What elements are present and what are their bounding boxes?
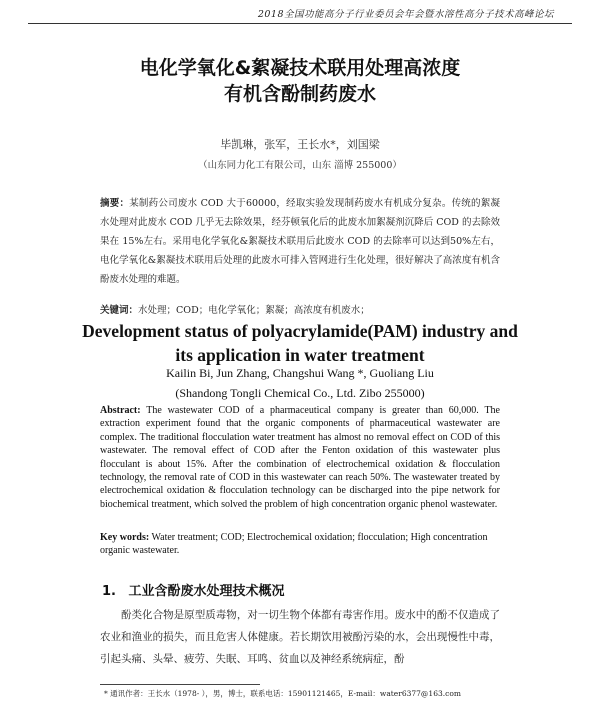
footnote: * 通讯作者：王长水（1978- ），男，博士，联系电话：15901121465，E-mail：water6377@163.com xyxy=(104,689,461,698)
section-title: 工业含酚废水处理技术概况 xyxy=(128,584,285,599)
section-heading xyxy=(102,580,285,599)
body-paragraph: 酚类化合物是原型质毒物，对一切生物个体都有毒害作用。废水中的酚不仅造成了农业和渔业的损失，而且危害人体健康。若长期饮用被酚污染的水，会出现慢性中毒，引起头痛、头晕、疲劳、失眠、耳鸣、贫血以及神经系统病症，酚 xyxy=(100,609,500,665)
title-en-line1: Development status of polyacrylamide(PAM) industry and xyxy=(82,321,518,341)
abstract-zh-label: 摘要： xyxy=(100,198,130,209)
affiliation-en: (Shandong Tongli Chemical Co., Ltd. Zibo 255000) xyxy=(175,386,425,400)
keywords-en xyxy=(100,531,500,558)
title-en xyxy=(0,319,600,367)
keywords-en-text: Water treatment; COD; Electrochemical oxidation; flocculation; High concentration organic wastewater. xyxy=(100,532,488,557)
keywords-en-label: Key words: xyxy=(100,532,150,543)
abstract-en-label: Abstract: xyxy=(100,405,141,416)
keywords-zh-text: 水处理；COD；电化学氧化；絮凝；高浓度有机废水； xyxy=(138,305,370,316)
abstract-en xyxy=(100,404,500,511)
title-zh-line1: 电化学氧化&絮凝技术联用处理高浓度 xyxy=(139,57,461,79)
authors-zh: 毕凯琳，张军，王长水*，刘国梁 xyxy=(220,138,380,151)
abstract-en-text: The wastewater COD of a pharmaceutical company is greater than 60,000. The extraction experiment found that the organic components of pharmaceutical wastewater are complex. The traditional flocculation water treatment has almost no removal effect on COD of this wastewater. The removal effect of COD after the Fenton oxidation of this wastewater plus flocculant is about 15%. After the combination of electrochemical oxidation & flocculation technology, the removal rate of COD in this wastewater can reach 50%. The wastewater treated by electrochemical oxidation & flocculation technology can be discharged into the pipe network for biochemical treatment, which solved the problem of high concentration organic phenol wastewater. xyxy=(100,405,500,510)
header-divider xyxy=(28,23,572,24)
abstract-zh xyxy=(100,194,500,289)
title-en-line2: its application in water treatment xyxy=(175,345,425,365)
keywords-zh-label: 关键词： xyxy=(100,305,139,316)
affiliation-zh: （山东同力化工有限公司，山东 淄博 255000） xyxy=(198,160,402,171)
section-number: 1. xyxy=(102,584,116,599)
title-zh-line2: 有机含酚制药废水 xyxy=(223,83,376,105)
abstract-zh-text: 某制药公司废水 COD 大于60000，经取实验发现制药废水有机成分复杂。传统的絮凝水处理对此废水 COD 几乎无去除效果，经芬顿氧化后的此废水加絮凝剂沉降后 COD 的去除效果在 15%左右。采用电化学氧化&絮凝技术联用后此废水 COD 的去除率可以达到50%左右，电化学氧化&絮凝技术联用后处理的此废水可排入管网进行生化处理，很好解决了高浓度有机含酚废水处理的难题。 xyxy=(100,198,500,285)
title-zh xyxy=(0,55,600,107)
footnote-divider xyxy=(100,684,260,685)
keywords-zh xyxy=(100,302,500,316)
authors-en: Kailin Bi, Jun Zhang, Changshui Wang *, Guoliang Liu xyxy=(166,366,434,380)
conference-header: 2018全国功能高分子行业委员会年会暨水溶性高分子技术高峰论坛 xyxy=(257,9,554,20)
